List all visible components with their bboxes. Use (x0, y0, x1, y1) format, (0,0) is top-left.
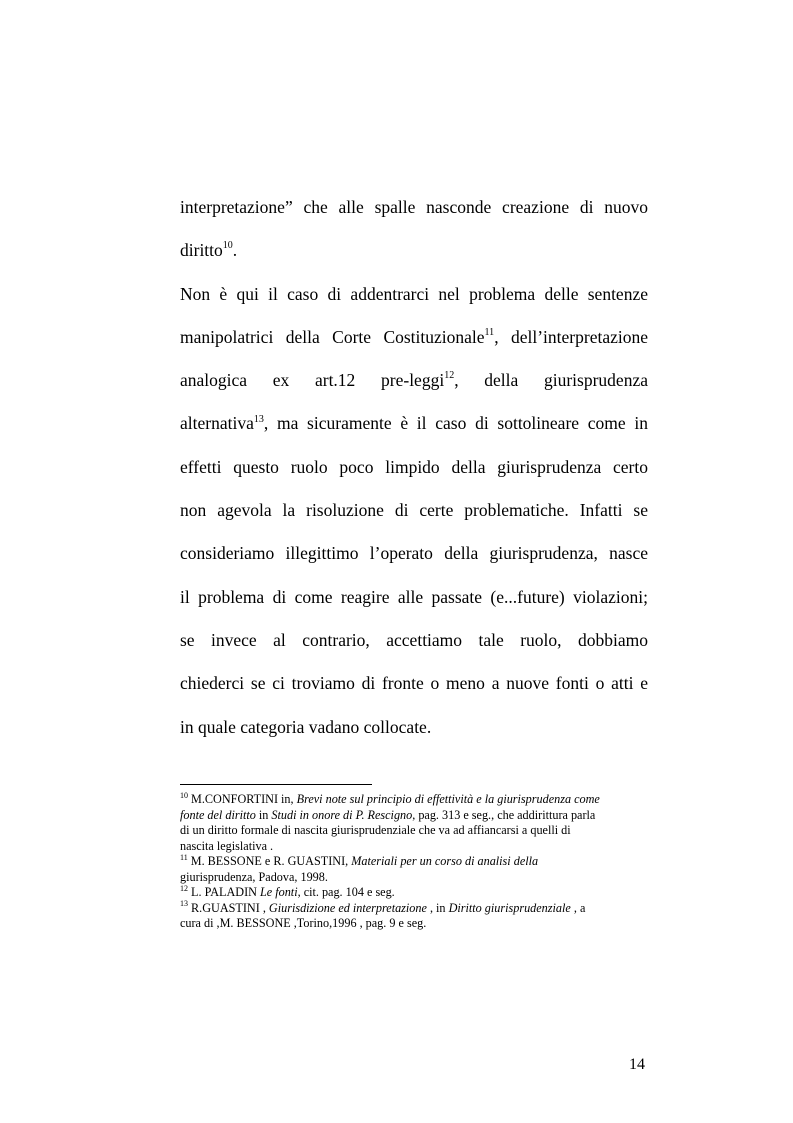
footnote-text: M.CONFORTINI in, (188, 792, 297, 806)
text-line (180, 576, 648, 619)
body-text (180, 186, 648, 749)
text-segment: consideriamo illegittimo l’operato della giurisprudenza, nasce (180, 543, 648, 564)
text-line (180, 489, 648, 532)
page-number: 14 (629, 1056, 645, 1073)
footnote-text: R.GUASTINI , (188, 900, 269, 915)
footnote-text: L. PALADIN (188, 885, 260, 899)
footnote-13 (180, 901, 650, 932)
text-segment: effetti questo ruolo poco limpido della giurisprudenza certo (180, 456, 648, 477)
footnote-text: , in (426, 900, 449, 915)
footnote-ref[interactable]: 12 (444, 370, 455, 382)
text-segment: chiederci se ci troviamo di fronte o meno a nuove fonti o atti e (180, 673, 648, 694)
footnote-text: , pag. 313 e seg., che addirittura parla (412, 807, 596, 822)
footnote-number: 12 (180, 883, 188, 893)
citation-title: Le fonti (260, 885, 298, 899)
footnote-ref[interactable]: 11 (484, 327, 495, 339)
text-line (180, 359, 648, 402)
text-line (180, 532, 648, 575)
text-segment: interpretazione” che alle spalle nasconde creazione di nuovo (180, 197, 648, 217)
text-segment: il problema di come reagire alle passate (e...future) violazioni; (180, 586, 648, 607)
footnote-ref[interactable]: 10 (222, 240, 233, 252)
paragraph (180, 186, 648, 273)
text-segment: se invece al contrario, accettiamo tale ruolo, dobbiamo (180, 629, 648, 650)
text-line (180, 402, 648, 445)
text-segment: manipolatrici della Corte Costituzionale (180, 326, 485, 347)
footnotes (180, 792, 650, 932)
citation-title: Studi in onore di P. Rescigno (271, 807, 413, 822)
footnote-number: 13 (180, 899, 188, 909)
footnote-text: M. BESSONE e R. GUASTINI, (187, 854, 352, 868)
footnote-line (180, 823, 650, 839)
text-segment: , ma sicuramente è il caso di sottolineare come in (263, 413, 648, 434)
footnote-text: nascita legislativa . (180, 838, 274, 853)
text-segment: Non è qui il caso di addentrarci nel problema delle sentenze (180, 283, 648, 304)
text-line (180, 273, 648, 316)
footnote-number: 10 (180, 790, 188, 800)
text-line (180, 662, 648, 705)
footnote-text: in (255, 807, 272, 822)
text-segment: in quale categoria vadano collocate. (180, 716, 432, 737)
text-segment: alternativa (180, 413, 254, 434)
text-segment: , della giurisprudenza (454, 370, 648, 391)
footnote-line (180, 839, 650, 855)
text-line (180, 706, 648, 749)
footnote-12 (180, 885, 650, 901)
footnote-11 (180, 854, 650, 885)
citation-title: Materiali per un corso di analisi della (351, 854, 539, 868)
text-segment: non agevola la risoluzione di certe problematiche. Infatti se (180, 500, 648, 521)
text-line (180, 446, 648, 489)
citation-title: Diritto giurisprudenziale (448, 900, 571, 915)
footnote-line (180, 901, 650, 917)
text-line (180, 186, 648, 229)
footnote-text: giurisprudenza, Padova, 1998. (180, 869, 328, 884)
footnote-number: 11 (180, 852, 188, 862)
paragraph (180, 273, 648, 749)
text-segment: , dell’interpretazione (494, 326, 648, 347)
citation-title: Brevi note sul principio di effettività e la giurisprudenza come (296, 792, 600, 806)
footnote-text: cura di ,M. BESSONE ,Torino,1996 , pag. 9 e seg. (180, 916, 427, 930)
citation-title: Giurisdizione ed interpretazione (268, 900, 427, 915)
text-segment: diritto (180, 240, 223, 261)
footnote-ref[interactable]: 13 (253, 413, 264, 425)
footnote-line (180, 808, 650, 824)
footnote-separator (180, 784, 372, 785)
citation-title: fonte del diritto (180, 807, 256, 822)
footnote-text: , cit. pag. 104 e seg. (297, 885, 395, 899)
footnote-line (180, 885, 650, 901)
text-line (180, 229, 648, 272)
footnote-line (180, 854, 650, 870)
text-line (180, 619, 648, 662)
footnote-line (180, 792, 650, 808)
footnote-10 (180, 792, 650, 854)
footnote-line (180, 916, 650, 932)
text-segment: analogica ex art.12 pre-leggi (180, 370, 445, 391)
footnote-line (180, 870, 650, 886)
footnote-text: , a (570, 900, 586, 915)
text-line (180, 316, 648, 359)
footnote-text: di un diritto formale di nascita giurisprudenziale che va ad affiancarsi a quelli di (180, 823, 571, 837)
text-segment: . (232, 240, 238, 261)
